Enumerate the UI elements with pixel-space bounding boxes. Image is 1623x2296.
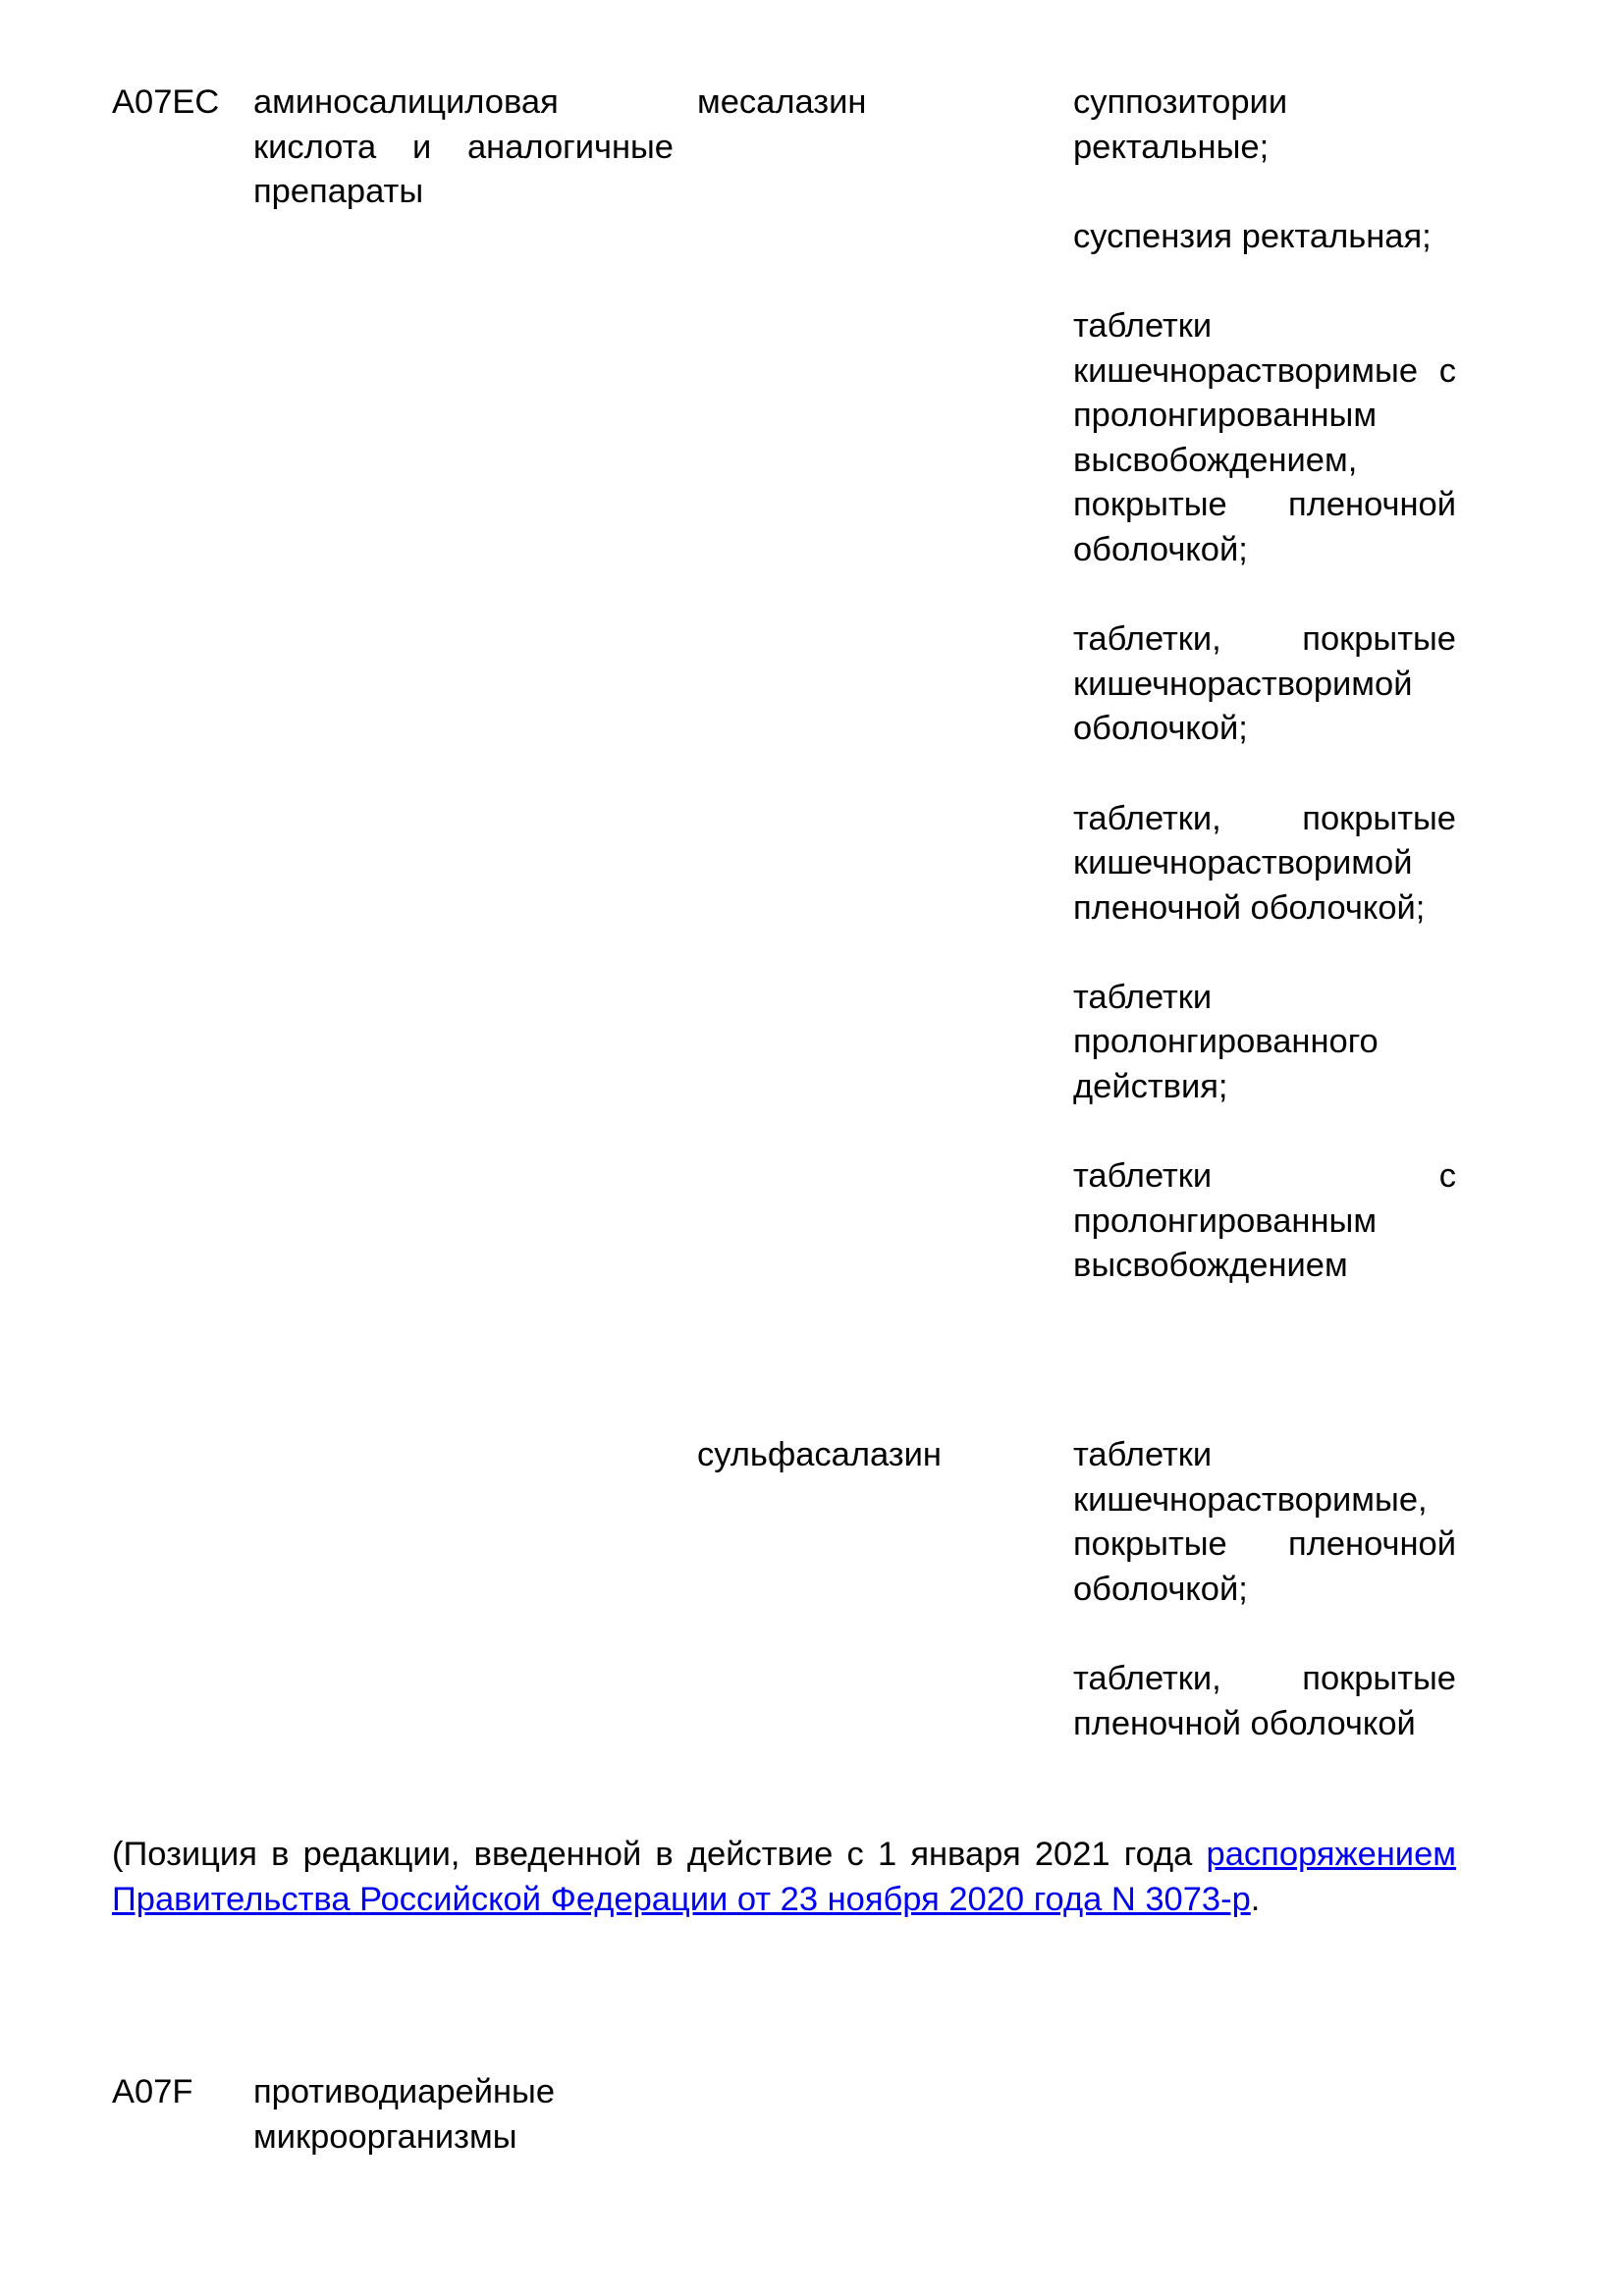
atc-code: A07F — [112, 2073, 193, 2110]
dosage-form-item: таблетки кишечнорастворимые с пролонгированным высвобождением, покрытые пленочной оболочкой; — [1073, 306, 1456, 568]
decree-link[interactable]: распоряжением Правительства Российской Федерации от 23 ноября 2020 года N 3073-р — [112, 1836, 1456, 1918]
note-prefix: (Позиция в редакции, введенной в действие с 1 января 2021 года — [112, 1836, 1207, 1873]
substance-name: месалазин — [697, 83, 867, 121]
atc-code: A07EC — [112, 83, 220, 121]
atc-group-name: аминосалициловая кислота и аналогичные препараты — [253, 83, 674, 211]
note-suffix: . — [1250, 1880, 1261, 1918]
dosage-forms-list — [1073, 1433, 1456, 1746]
dosage-form-item: таблетки, покрытые пленочной оболочкой — [1073, 1659, 1456, 1742]
dosage-form-item: таблетки кишечнорастворимые, покрытые пленочной оболочкой; — [1073, 1436, 1456, 1608]
dosage-form-item: таблетки, покрытые кишечнорастворимой оболочкой; — [1073, 620, 1456, 748]
dosage-form-item: таблетки пролонгированного действия; — [1073, 978, 1379, 1106]
substance-name: сульфасалазин — [697, 1436, 942, 1473]
amendment-note — [112, 1833, 1456, 1922]
dosage-form-item: таблетки с пролонгированным высвобождением — [1073, 1157, 1456, 1285]
dosage-form-item: суспензия ректальная; — [1073, 217, 1432, 255]
dosage-form-item: суппозитории ректальные; — [1073, 83, 1288, 166]
dosage-form-item: таблетки, покрытые кишечнорастворимой пленочной оболочкой; — [1073, 799, 1456, 927]
dosage-forms-list — [1073, 80, 1456, 1289]
atc-group-name: противодиарейные микроорганизмы — [253, 2073, 556, 2156]
